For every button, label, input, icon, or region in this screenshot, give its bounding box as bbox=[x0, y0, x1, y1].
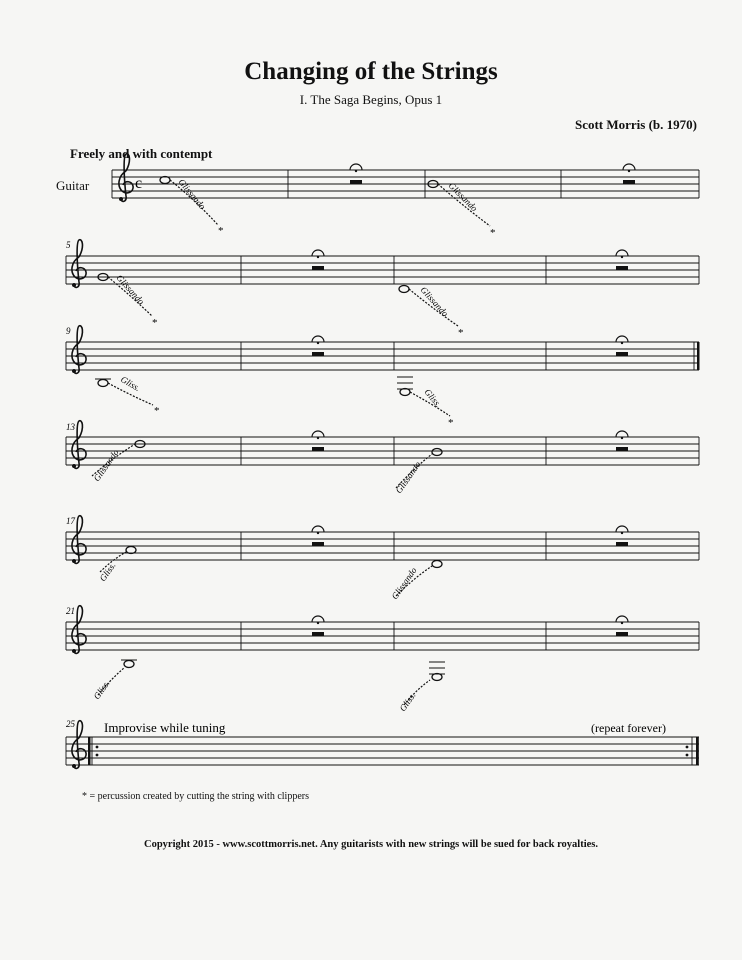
system-5 bbox=[66, 516, 699, 601]
fermata-rest bbox=[616, 431, 628, 451]
measure-number: 17 bbox=[66, 516, 75, 526]
glissando-label: Glissando bbox=[176, 176, 208, 212]
system-4 bbox=[66, 421, 699, 495]
system-6 bbox=[66, 606, 699, 713]
measure-number: 5 bbox=[66, 240, 71, 250]
system-3 bbox=[66, 326, 700, 429]
glissando-label: Glissando bbox=[393, 459, 423, 496]
fermata-rest bbox=[623, 164, 635, 184]
percussion-asterisk: * bbox=[458, 327, 464, 339]
fermata-rest bbox=[616, 616, 628, 636]
composer-credit: Scott Morris (b. 1970) bbox=[574, 117, 697, 132]
treble-clef bbox=[119, 154, 133, 202]
measure-number: 13 bbox=[66, 422, 75, 432]
system-7 bbox=[66, 719, 699, 768]
page-subtitle: I. The Saga Begins, Opus 1 bbox=[299, 92, 443, 107]
time-signature: c bbox=[135, 175, 143, 192]
fermata-rest bbox=[312, 431, 324, 451]
system-1 bbox=[112, 154, 699, 239]
glissando-label: Gliss. bbox=[422, 386, 444, 410]
fermata-rest bbox=[616, 526, 628, 546]
fermata-rest bbox=[616, 250, 628, 270]
tempo-marking: Freely and with contempt bbox=[70, 146, 213, 161]
fermata-rest bbox=[312, 250, 324, 270]
fermata-rest bbox=[350, 164, 362, 184]
page-title: Changing of the Strings bbox=[244, 58, 498, 85]
percussion-asterisk: * bbox=[152, 317, 158, 329]
measure-number: 21 bbox=[66, 606, 75, 616]
glissando-label: Glissando bbox=[114, 272, 147, 307]
repeat-note: (repeat forever) bbox=[591, 721, 666, 735]
glissando-label: Gliss. bbox=[397, 690, 418, 714]
glissando-label: Glissando bbox=[446, 180, 480, 214]
glissando-label: Gliss. bbox=[97, 560, 118, 584]
improvise-directive: Improvise while tuning bbox=[104, 720, 226, 735]
treble-clef bbox=[72, 326, 86, 374]
treble-clef bbox=[72, 240, 86, 288]
fermata-rest bbox=[616, 336, 628, 356]
percussion-asterisk: * bbox=[218, 225, 224, 237]
percussion-asterisk: * bbox=[448, 417, 454, 429]
measure-number: 9 bbox=[66, 326, 71, 336]
measure-number: 25 bbox=[66, 719, 75, 729]
glissando-label: Glissando bbox=[91, 447, 121, 484]
percussion-asterisk: * bbox=[154, 405, 160, 417]
instrument-label: Guitar bbox=[56, 178, 90, 193]
glissando-label: Gliss. bbox=[91, 678, 112, 702]
glissando-label: Glissando bbox=[389, 565, 419, 602]
system-2 bbox=[66, 240, 699, 339]
copyright-notice: Copyright 2015 - www.scottmorris.net. Any guitarists with new strings will be sued for back royalties. bbox=[143, 839, 599, 850]
fermata-rest bbox=[312, 616, 324, 636]
fermata-rest bbox=[312, 526, 324, 546]
glissando-label: Glissando bbox=[418, 284, 451, 319]
glissando-label: Gliss. bbox=[119, 374, 142, 394]
footnote: * = percussion created by cutting the string with clippers bbox=[82, 791, 309, 802]
fermata-rest bbox=[312, 336, 324, 356]
percussion-asterisk: * bbox=[490, 227, 496, 239]
